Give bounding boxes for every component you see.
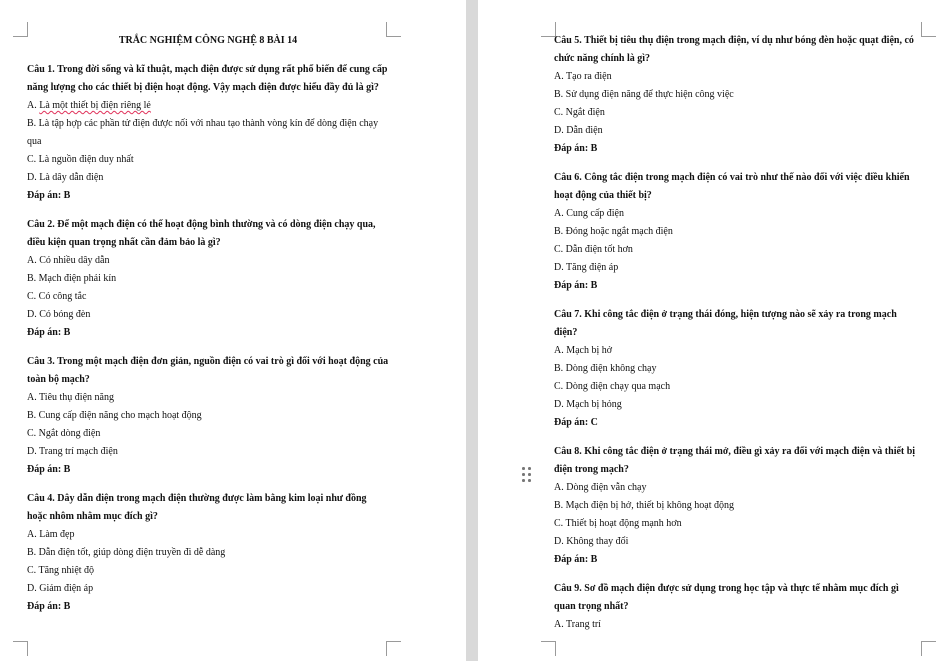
answer-option: D. Mạch bị hỏng (554, 399, 622, 410)
answer-option: B. Sử dụng điện năng để thực hiện công việc (554, 89, 734, 100)
paragraph-spacer (554, 295, 919, 306)
margin-corner-mark (386, 641, 401, 656)
question-text: Câu 9. Sơ đồ mạch điện được sử dụng trong học tập và thực tế nhằm mục đích gì quan trọng nhất? (554, 583, 899, 612)
answer-option: B. Mạch điện phải kín (27, 273, 117, 284)
answer-key: Đáp án: B (554, 143, 598, 154)
question-block (554, 306, 919, 432)
question-text: Câu 5. Thiết bị tiêu thụ điện trong mạch điện, ví dụ như bóng đèn hoặc quạt điện, có chức năng chính là gì? (554, 35, 914, 64)
page-body[interactable] (27, 32, 389, 616)
answer-option: D. Tăng điện áp (554, 262, 619, 273)
answer-option: B. Là tập hợp các phần tử điện được nối với nhau tạo thành vòng kín để dòng điện chạy qua (27, 118, 379, 147)
answer-option: C. Thiết bị hoạt động mạnh hơn (554, 518, 682, 529)
question-text: Câu 4. Dây dẫn điện trong mạch điện thường được làm bằng kim loại như đồng hoặc nhôm nhằm mục đích gì? (27, 493, 367, 522)
answer-option: C. Ngắt dòng điện (27, 428, 101, 439)
paragraph-spacer (554, 569, 919, 580)
margin-corner-mark (541, 641, 556, 656)
question-block (554, 32, 919, 158)
question-text: Câu 6. Công tắc điện trong mạch điện có vai trò như thế nào đối với việc điều khiển hoạt động của thiết bị? (554, 172, 910, 201)
question-list (27, 61, 389, 616)
answer-option: B. Đóng hoặc ngắt mạch điện (554, 226, 673, 237)
answer-option: A. Trang trí (554, 619, 601, 630)
spellcheck-underline: Là một thiết bị điện riêng lẻ (39, 100, 151, 111)
answer-option: A. Tạo ra điện (554, 71, 612, 82)
answer-key: Đáp án: B (27, 601, 71, 612)
answer-option: A. Mạch bị hở (554, 345, 613, 356)
question-text: Câu 1. Trong đời sống và kĩ thuật, mạch điện được sử dụng rất phổ biến để cung cấp năng lượng cho các thiết bị điện hoạt động. Vậy mạch điện được hiểu đầy đủ là gì? (27, 64, 388, 93)
answer-key: Đáp án: B (27, 190, 71, 201)
answer-option: C. Ngắt điện (554, 107, 605, 118)
answer-option: D. Trang trí mạch điện (27, 446, 118, 457)
question-block (554, 443, 919, 569)
answer-option: A. Làm đẹp (27, 529, 75, 540)
answer-option: A. Dòng điện vẫn chạy (554, 482, 647, 493)
answer-option: D. Giảm điện áp (27, 583, 94, 594)
paragraph-spacer (554, 158, 919, 169)
answer-key: Đáp án: C (554, 417, 598, 428)
answer-option: D. Có bóng đèn (27, 309, 91, 320)
answer-option: A. Có nhiều dây dẫn (27, 255, 110, 266)
answer-option: D. Không thay đổi (554, 536, 629, 547)
answer-option: D. Là dây dẫn điện (27, 172, 104, 183)
answer-option: A. Là một thiết bị điện riêng lẻ (27, 100, 151, 111)
question-text: Câu 7. Khi công tắc điện ở trạng thái đóng, hiện tượng nào sẽ xảy ra trong mạch điện? (554, 309, 897, 338)
question-block (27, 353, 389, 479)
answer-key: Đáp án: B (554, 280, 598, 291)
margin-corner-mark (13, 22, 28, 37)
margin-corner-mark (13, 641, 28, 656)
answer-key: Đáp án: B (27, 327, 71, 338)
answer-option: C. Là nguồn điện duy nhất (27, 154, 134, 165)
answer-option: B. Cung cấp điện năng cho mạch hoạt động (27, 410, 202, 421)
margin-corner-mark (921, 641, 936, 656)
answer-option: B. Mạch điện bị hở, thiết bị không hoạt động (554, 500, 734, 511)
question-block (554, 169, 919, 295)
question-text: Câu 2. Để một mạch điện có thể hoạt động bình thường và có dòng điện chạy qua, điều kiện quan trọng nhất cần đảm bảo là gì? (27, 219, 376, 248)
drag-handle-icon[interactable] (522, 466, 532, 484)
paragraph-spacer (27, 205, 389, 216)
page-gap (466, 0, 478, 661)
margin-corner-mark (921, 22, 936, 37)
answer-option: C. Dẫn điện tốt hơn (554, 244, 633, 255)
answer-option: D. Dẫn điện (554, 125, 603, 136)
answer-option: C. Tăng nhiệt độ (27, 565, 95, 576)
answer-option: C. Có công tắc (27, 291, 87, 302)
question-block (27, 61, 389, 205)
question-text: Câu 3. Trong một mạch điện đơn giản, nguồn điện có vai trò gì đối với hoạt động của toàn bộ mạch? (27, 356, 389, 385)
answer-key: Đáp án: B (554, 554, 598, 565)
paragraph-spacer (27, 342, 389, 353)
paragraph-spacer (27, 479, 389, 490)
answer-option: A. Tiêu thụ điện năng (27, 392, 114, 403)
question-block (27, 216, 389, 342)
question-text: Câu 8. Khi công tắc điện ở trạng thái mở, điều gì xảy ra đối với mạch điện và thiết bị điện trong mạch? (554, 446, 916, 475)
page-body[interactable] (554, 32, 919, 634)
answer-option: C. Dòng điện chạy qua mạch (554, 381, 671, 392)
question-list (554, 32, 919, 634)
answer-key: Đáp án: B (27, 464, 71, 475)
paragraph-spacer (554, 432, 919, 443)
document-title: TRẮC NGHIỆM CÔNG NGHỆ 8 BÀI 14 (118, 35, 298, 46)
document-page-left[interactable] (0, 0, 466, 661)
answer-option: B. Dẫn điện tốt, giúp dòng điện truyền đi dễ dàng (27, 547, 226, 558)
question-block (554, 580, 919, 634)
document-page-right[interactable] (478, 0, 949, 661)
answer-option: B. Dòng điện không chạy (554, 363, 657, 374)
question-block (27, 490, 389, 616)
answer-option: A. Cung cấp điện (554, 208, 624, 219)
